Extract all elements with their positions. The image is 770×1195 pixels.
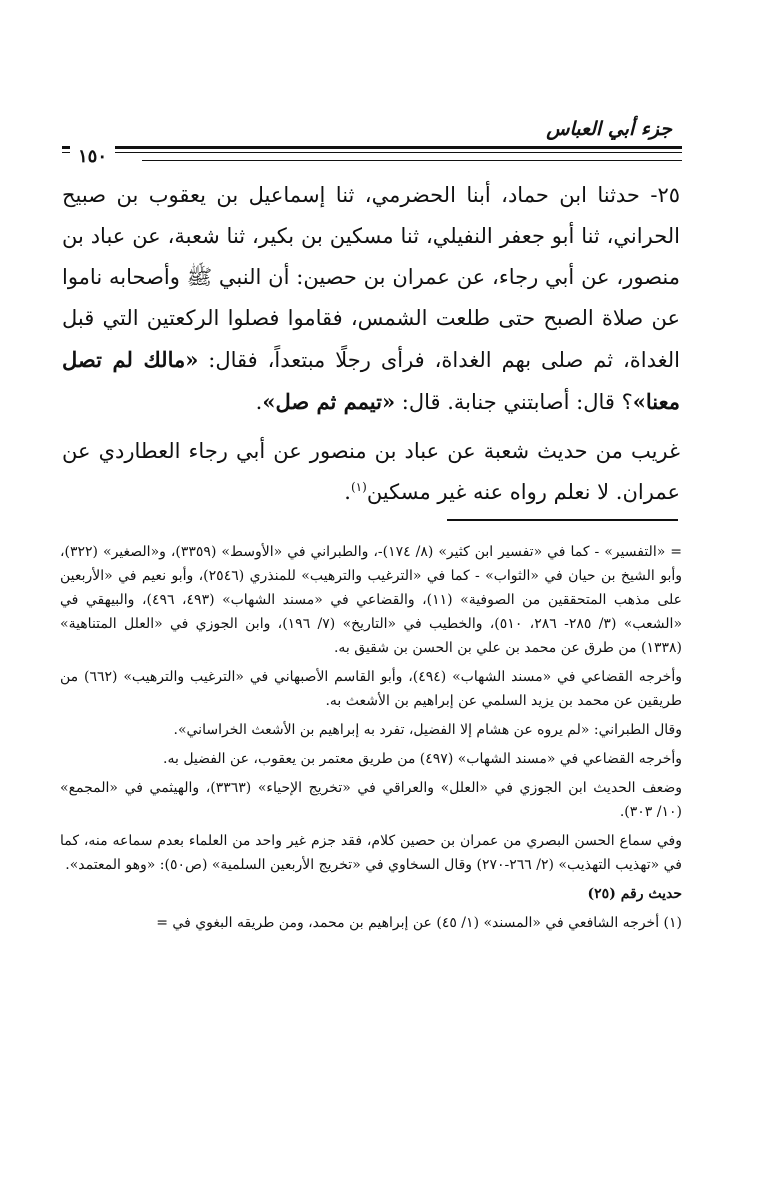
comment-paragraph — [62, 431, 680, 513]
footnote-paragraph: وأخرجه القضاعي في «مسند الشهاب» (٤٩٤)، وأبو القاسم الأصبهاني في «الترغيب والترهيب» (٦٦٢) من طريقين عن محمد بن يزيد السلمي عن إبراهيم بن الأشعث به. — [60, 669, 682, 709]
page-number: ١٥٠ — [70, 146, 115, 167]
comment-end: . — [344, 480, 351, 504]
main-text — [62, 175, 680, 513]
footnote-paragraph: = «التفسير» - كما في «تفسير ابن كثير» (٨/ ١٧٤)-، والطبراني في «الأوسط» (٣٣٥٩)، و«الصغير» (٣٢٢)، وأبو الشيخ بن حيان في «الثواب» - كما في «الترغيب والترهيب» للمنذري (٢٥٤٦)، وأبو نعيم في «الأربعين على مذهب المتحققين من الصوفية» (١١)، والقضاعي في «مسند الشهاب» (٤٩٣، ٤٩٦)، والبيهقي في «الشعب» (٣/ ٢٨٥- ٢٨٦، ٥١٠)، والخطيب في «التاريخ» (٧/ ١٩٦)، وابن الجوزي في «العلل المتناهية» (١٣٣٨) من طرق عن محمد بن علي بن الحسن بن شقيق به. — [60, 544, 683, 656]
hadith-paragraph — [62, 175, 680, 423]
footnote-heading: حديث رقم (٢٥) — [587, 886, 682, 902]
footnote-paragraph: وفي سماع الحسن البصري من عمران بن حصين كلام، فقد جزم غير واحد من العلماء بعدم سماعه منه، كما في «تهذيب التهذيب» (٢/ ٢٦٦-٢٧٠) وقال السخاوي في «تخريج الأربعين السلمية» (ص٥٠): «وهو المعتمد». — [60, 833, 682, 873]
footnote-paragraph: (١) أخرجه الشافعي في «المسند» (١/ ٤٥) عن إبراهيم بن محمد، ومن طريقه البغوي في = — [156, 915, 682, 931]
page-number-rule — [142, 160, 682, 161]
footnote-paragraph: وضعف الحديث ابن الجوزي في «العلل» والعراقي في «تخريج الإحياء» (٣٣٦٣)، والهيثمي في «المجمع» (١٠/ ٣٠٣). — [60, 780, 682, 820]
hadith-text: ٢٥- حدثنا ابن حماد، أبنا الحضرمي، ثنا إسماعيل بن يعقوب بن صبيح الحراني، ثنا أبو جعفر النفيلي، ثنا مسكين بن بكير، ثنا شعبة، عن عباد بن منصور، عن أبي رجاء، عن عمران بن حصين: أن النبي ﷺ وأصحابه ناموا عن صلاة الصبح حتى طلعت الشمس، فقاموا فصلوا الركعتين التي قبل الغداة، ثم صلى بهم الغداة، فرأى رجلًا مبتعداً، فقال: — [62, 183, 680, 372]
footnotes — [60, 540, 682, 940]
hadith-text-2: ؟ قال: أصابتني جنابة. قال: — [395, 390, 633, 414]
comment-text: غريب من حديث شعبة عن عباد بن منصور عن أبي رجاء العطاردي عن عمران. لا نعلم رواه عنه غير مسكين — [62, 439, 680, 504]
hadith-quote-1: «مالك لم تصل معنا» — [62, 347, 680, 414]
footnote-marker: (١) — [350, 480, 367, 494]
footnote-paragraph: وأخرجه القضاعي في «مسند الشهاب» (٤٩٧) من طريق معتمر بن يعقوب، عن الفضيل به. — [163, 751, 682, 767]
page-header — [62, 112, 682, 172]
footnote-separator — [447, 519, 678, 521]
hadith-quote-2: «تيمم ثم صل» — [262, 389, 396, 414]
book-title: جزء أبي العباس — [546, 118, 672, 140]
page-number-row — [62, 140, 682, 167]
hadith-end: . — [255, 390, 263, 414]
footnote-paragraph: وقال الطبراني: «لم يروه عن هشام إلا الفضيل، تفرد به إبراهيم بن الأشعث الخراساني». — [173, 722, 682, 738]
